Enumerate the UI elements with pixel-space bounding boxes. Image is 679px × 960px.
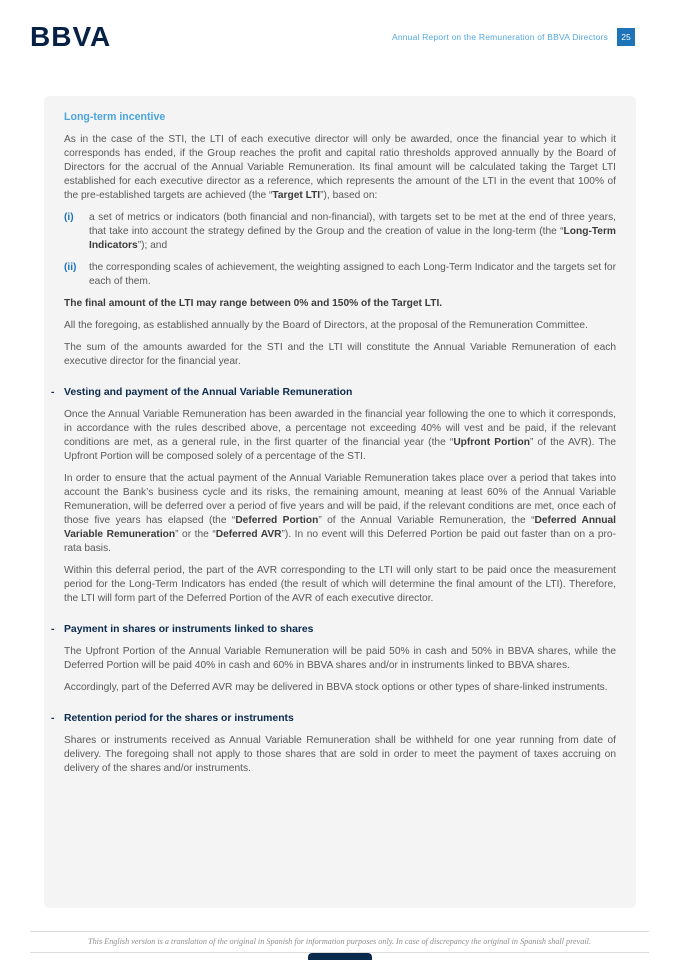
- paragraph: [64, 297, 616, 311]
- text-run: ”); and: [137, 240, 168, 251]
- bold-term: Long-Term Indicators: [89, 226, 616, 251]
- text-run: ” or the “: [175, 529, 216, 540]
- paragraph: [64, 472, 616, 556]
- bbva-logo: BBVA: [30, 21, 112, 52]
- paragraph: [64, 319, 616, 333]
- text-run: ”), based on:: [320, 190, 378, 201]
- text-run: the corresponding scales of achievement, the weighting assigned to each Long-Term Indicator and the targets set for each of them.: [89, 262, 616, 287]
- dash-bullet: -: [51, 713, 55, 724]
- long-term-incentive-heading: Long-term incentive: [64, 111, 166, 123]
- disclaimer-text: This English version is a translation of the original in Spanish for information purposes only. In case of discrepancy the original in Spanish shall prevail.: [88, 937, 591, 946]
- paragraph: [64, 645, 616, 673]
- section-heading-label: Payment in shares or instruments linked to shares: [64, 624, 314, 635]
- text-run: ”). In no event will this Deferred Portion be paid out faster than on a pro-rata basis.: [64, 529, 616, 554]
- text-run: All the foregoing, as established annually by the Board of Directors, at the proposal of the Remuneration Committee.: [64, 320, 588, 331]
- report-title: Annual Report on the Remuneration of BBVA Directors: [391, 32, 608, 42]
- paragraph: [64, 341, 616, 369]
- text-run: Once the Annual Variable Remuneration has been awarded in the financial year following the one to which it corresponds, in accordance with the rules described above, a percentage not exceeding 40% will vest and be paid, if the relevant conditions are met, as a general rule, in the first quarter of the financial year (the “: [64, 409, 616, 448]
- item-marker: (ii): [64, 262, 77, 273]
- section-heading-label: Retention period for the shares or instruments: [64, 713, 294, 724]
- bottom-page-mark: [308, 953, 372, 960]
- item-text: [89, 211, 616, 253]
- bold-term: Target LTI: [272, 190, 321, 201]
- text-run: The sum of the amounts awarded for the STI and the LTI will constitute the Annual Variable Remuneration of each executive director for the financial year.: [64, 342, 616, 367]
- page-footer: [30, 931, 649, 953]
- bold-term: Deferred AVR: [215, 529, 282, 540]
- paragraph: [64, 133, 616, 203]
- item-marker: (i): [64, 212, 74, 223]
- paragraph: [64, 681, 616, 695]
- bold-term: Deferred Portion: [235, 515, 319, 526]
- numbered-item: [64, 261, 616, 289]
- dash-bullet: -: [51, 387, 55, 398]
- text-run: Shares or instruments received as Annual Variable Remuneration shall be withheld for one year running from date of delivery. The foregoing shall not apply to those shares that are sold in order to meet the payment of taxes accruing on delivery of the shares and/or instruments.: [64, 735, 616, 774]
- text-run: ” of the Annual Variable Remuneration, the “: [318, 515, 535, 526]
- header-right: [392, 28, 635, 46]
- text-run: a set of metrics or indicators (both financial and non-financial), with targets set to be met at the end of three years, that take into account the strategy defined by the Group and the creation of value in the long-term (the “: [89, 212, 616, 237]
- text-run: The Upfront Portion of the Annual Variable Remuneration will be paid 50% in cash and 50% in BBVA shares, while the Deferred Portion will be paid 40% in cash and 60% in BBVA shares and/or in instruments linked to BBVA shares.: [64, 646, 616, 671]
- paragraph: [64, 408, 616, 464]
- payment-in-shares-heading: [51, 624, 616, 635]
- dash-bullet: -: [51, 624, 55, 635]
- text-run: As in the case of the STI, the LTI of each executive director will only be awarded, once the financial year to which it corresponds has ended, if the Group reaches the profit and capital ratio thresholds approved annually by the Board of Directors for the accrual of the Annual Variable Remuneration. Its final amount will be calculated taking the Target LTI established for each executive director as a reference, which represents the amount of the LTI in the event that 100% of the pre-established targets are achieved (the “: [64, 134, 616, 201]
- content-panel: [44, 96, 636, 908]
- bold-term: The final amount of the LTI may range between 0% and 150% of the Target LTI.: [64, 298, 443, 309]
- paragraph: [64, 564, 616, 606]
- bold-term: Upfront Portion: [453, 437, 530, 448]
- text-run: Within this deferral period, the part of the AVR corresponding to the LTI will only start to be paid once the measurement period for the Long-Term Indicators has ended (the result of which will determine the final amount of the LTI). Therefore, the LTI will form part of the Deferred Portion of the AVR of each executive director.: [64, 565, 616, 604]
- page-number-badge: 25: [617, 28, 635, 46]
- numbered-item: [64, 211, 616, 253]
- text-run: In order to ensure that the actual payment of the Annual Variable Remuneration takes place over a period that takes into account the Bank’s business cycle and its risks, the remaining amount, meaning at least 60% of the Annual Variable Remuneration, will be deferred over a period of five years and will be paid, if the relevant conditions are met, once each of those five years has elapsed (the “: [64, 473, 616, 526]
- vesting-and-payment-heading: [51, 387, 616, 398]
- item-text: [89, 261, 616, 289]
- text-run: Accordingly, part of the Deferred AVR may be delivered in BBVA stock options or other types of share-linked instruments.: [64, 682, 608, 693]
- page-header: [0, 0, 679, 52]
- bold-term: Deferred Annual Variable Remuneration: [64, 515, 617, 540]
- text-run: ” of the AVR). The Upfront Portion will be composed solely of a percentage of the STI.: [64, 437, 616, 462]
- paragraph: [64, 734, 616, 776]
- section-heading-label: Vesting and payment of the Annual Variable Remuneration: [64, 387, 353, 398]
- retention-period-heading: [51, 713, 616, 724]
